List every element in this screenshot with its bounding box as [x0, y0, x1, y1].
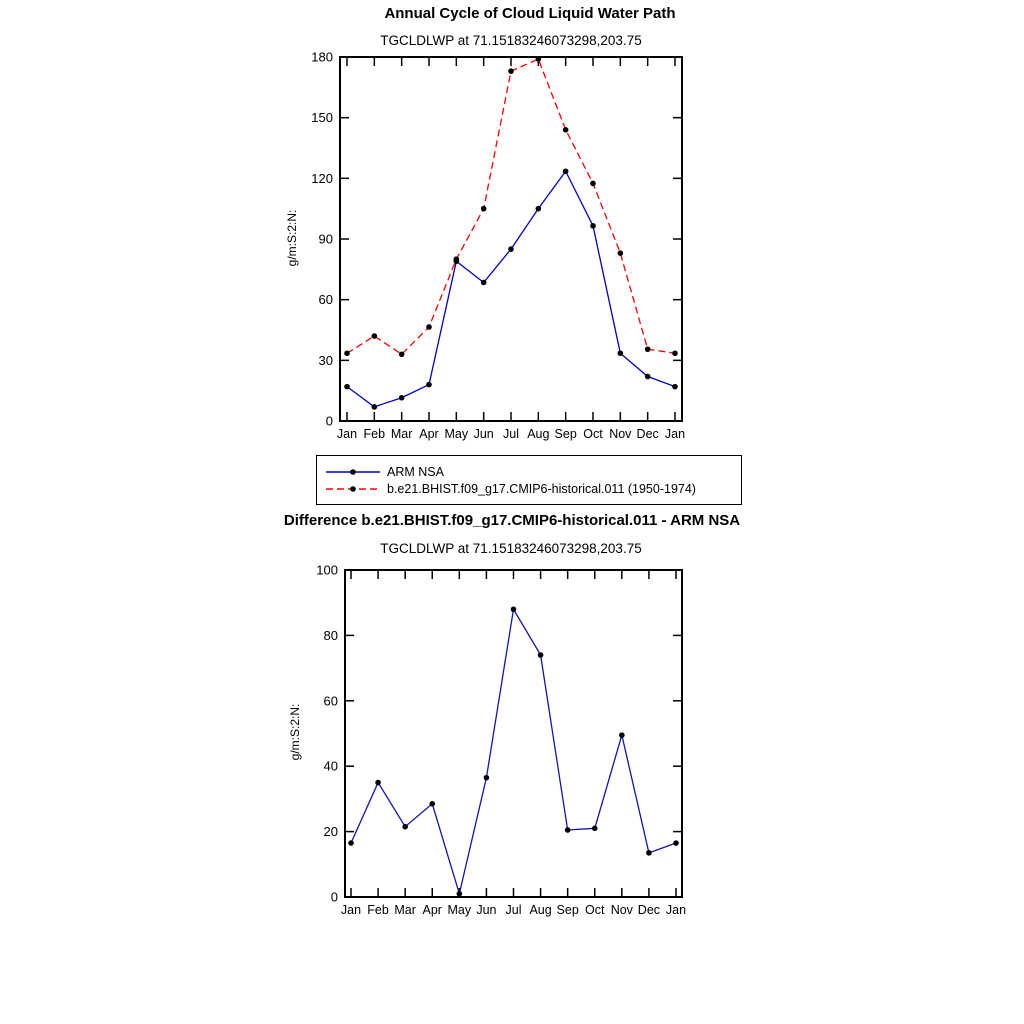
top-chart-title: Annual Cycle of Cloud Liquid Water Path — [384, 5, 676, 22]
legend-line-sample — [325, 466, 381, 478]
svg-text:Nov: Nov — [610, 903, 633, 917]
svg-text:Jan: Jan — [336, 427, 358, 441]
svg-text:60: 60 — [318, 292, 333, 308]
svg-text:Dec: Dec — [637, 903, 661, 917]
svg-text:40: 40 — [323, 758, 338, 774]
bottom-chart-subtitle: TGCLDLWP at 71.15183246073298,203.75 — [380, 541, 642, 556]
svg-text:Nov: Nov — [609, 427, 632, 441]
svg-text:100: 100 — [316, 562, 338, 578]
svg-text:90: 90 — [318, 231, 333, 247]
series-line-difference — [351, 609, 676, 893]
svg-text:120: 120 — [311, 170, 333, 186]
svg-text:80: 80 — [323, 627, 338, 643]
svg-text:Oct: Oct — [583, 427, 603, 441]
svg-text:60: 60 — [323, 693, 338, 709]
bottom-chart-title: Difference b.e21.BHIST.f09_g17.CMIP6-historical.011 - ARM NSA — [283, 512, 741, 529]
svg-text:20: 20 — [323, 824, 338, 840]
series-line-b.e21.BHIST.f09_g17.CMIP6-historical.011 (1950-1974) — [347, 59, 675, 354]
series-line-ARM NSA — [347, 171, 675, 407]
svg-text:Mar: Mar — [390, 427, 413, 441]
svg-text:Mar: Mar — [394, 903, 416, 917]
svg-text:Jan: Jan — [665, 903, 687, 917]
svg-text:Aug: Aug — [529, 903, 552, 917]
svg-text:Jan: Jan — [664, 427, 686, 441]
top-chart-subtitle: TGCLDLWP at 71.15183246073298,203.75 — [380, 33, 642, 48]
legend — [316, 455, 742, 505]
top-chart-y-axis-label: g/m:S:2:N: — [285, 209, 299, 267]
legend-label: ARM NSA — [387, 464, 444, 479]
svg-text:Jun: Jun — [473, 427, 494, 441]
svg-text:May: May — [444, 427, 469, 441]
bottom-chart-y-axis-label: g/m:S:2:N: — [288, 703, 302, 761]
svg-text:Feb: Feb — [363, 427, 386, 441]
svg-text:Sep: Sep — [554, 427, 577, 441]
svg-text:30: 30 — [318, 352, 333, 368]
svg-text:0: 0 — [325, 413, 333, 429]
bottom-chart-plot — [270, 560, 730, 930]
legend-entry — [325, 465, 733, 479]
legend-line-sample — [325, 483, 381, 495]
svg-text:Aug: Aug — [527, 427, 550, 441]
svg-text:Jun: Jun — [476, 903, 497, 917]
svg-text:Jan: Jan — [340, 903, 362, 917]
svg-text:May: May — [447, 903, 472, 917]
svg-text:180: 180 — [311, 50, 333, 65]
svg-text:Jul: Jul — [505, 903, 522, 917]
legend-label: b.e21.BHIST.f09_g17.CMIP6-historical.011 (1950-1974) — [387, 481, 696, 496]
svg-text:Sep: Sep — [556, 903, 579, 917]
svg-text:Oct: Oct — [585, 903, 605, 917]
svg-text:Jul: Jul — [503, 427, 519, 441]
svg-text:Dec: Dec — [636, 427, 659, 441]
top-chart-plot — [270, 50, 730, 450]
svg-text:150: 150 — [311, 110, 333, 126]
svg-text:Apr: Apr — [419, 427, 439, 441]
svg-text:Apr: Apr — [422, 903, 442, 917]
legend-entry — [325, 482, 733, 496]
svg-text:0: 0 — [330, 889, 338, 905]
svg-text:Feb: Feb — [367, 903, 389, 917]
